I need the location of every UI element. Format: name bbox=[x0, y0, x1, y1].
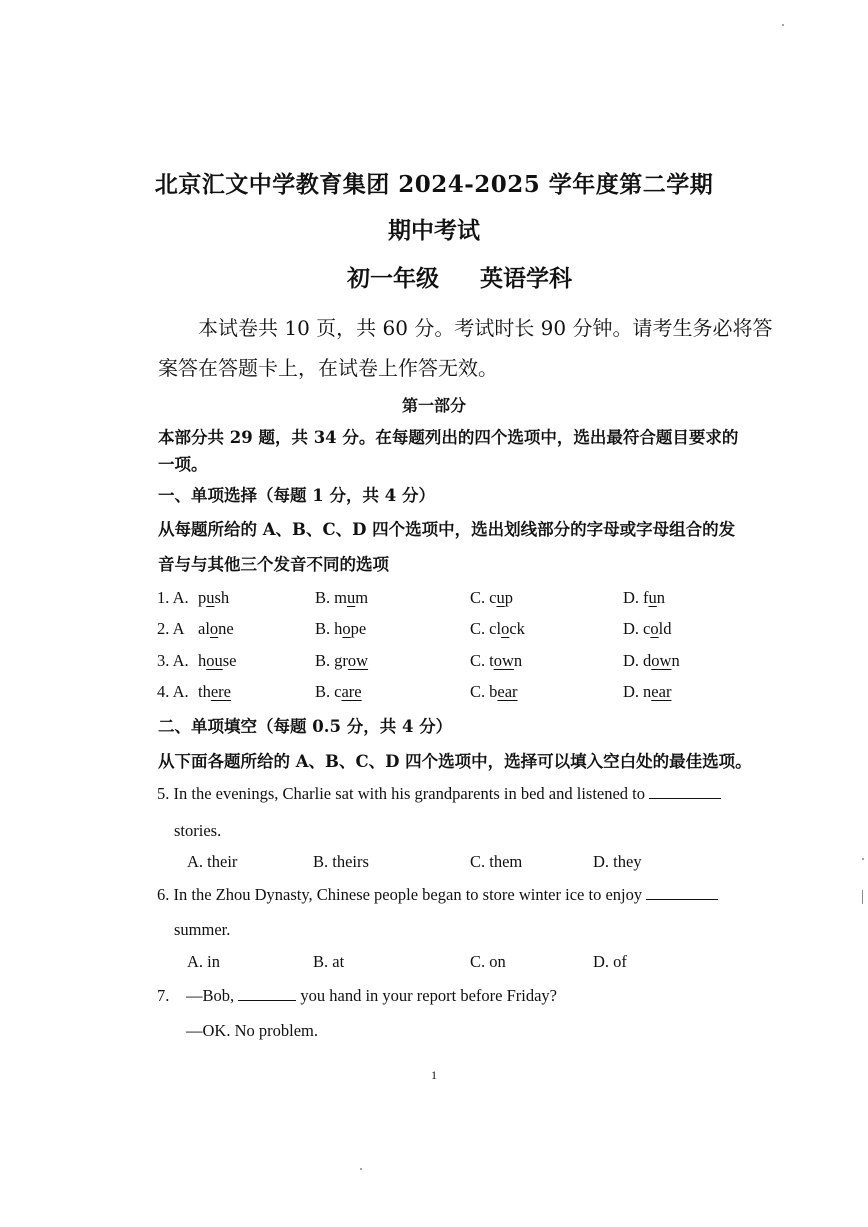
q5-blank bbox=[649, 784, 721, 799]
phonics-option bbox=[470, 588, 513, 608]
word-prefix: n bbox=[643, 682, 652, 701]
underlined-letters: o bbox=[501, 619, 510, 638]
q6-option-b: B. at bbox=[313, 952, 345, 971]
scan-speck bbox=[782, 24, 784, 26]
exam-subtitle: 期中考试 bbox=[388, 217, 480, 244]
q5-option-c: C. them bbox=[470, 852, 523, 871]
option-label: B. bbox=[315, 588, 331, 607]
q7-line-1 bbox=[186, 986, 557, 1006]
intro-line-2: 案答在答题卡上，在试卷上作答无效。 bbox=[158, 356, 498, 380]
q7-line-1-post: you hand in your report before Friday? bbox=[300, 986, 557, 1005]
phonics-option bbox=[470, 619, 525, 639]
phonics-option bbox=[198, 588, 229, 608]
phonics-option bbox=[315, 682, 362, 702]
word-prefix: cl bbox=[489, 619, 502, 638]
q5-option-a: A. their bbox=[187, 852, 238, 871]
phonics-question-number: 1. A. bbox=[157, 588, 189, 607]
word-suffix: n bbox=[513, 651, 523, 670]
word-prefix: al bbox=[198, 619, 210, 638]
underlined-letters: ear bbox=[497, 682, 518, 701]
underlined-letters: ow bbox=[651, 651, 672, 670]
option-label: C. bbox=[470, 619, 486, 638]
option-label: C. bbox=[470, 682, 486, 701]
phonics-option bbox=[470, 682, 518, 702]
word-prefix: c bbox=[643, 619, 651, 638]
word-suffix: ld bbox=[658, 619, 672, 638]
word-suffix: se bbox=[222, 651, 237, 670]
underlined-letters: u bbox=[496, 588, 505, 607]
word-prefix: p bbox=[198, 588, 207, 607]
option-label: D. bbox=[623, 619, 640, 638]
word-prefix: m bbox=[334, 588, 347, 607]
word-prefix: th bbox=[198, 682, 211, 701]
phonics-option bbox=[315, 651, 368, 671]
phonics-option bbox=[315, 588, 368, 608]
word-prefix: f bbox=[643, 588, 649, 607]
q5-continuation: stories. bbox=[174, 821, 222, 840]
q6-stem bbox=[157, 885, 718, 905]
q6-option-d: D. of bbox=[593, 952, 627, 971]
word-suffix: ck bbox=[509, 619, 525, 638]
phonics-option bbox=[470, 651, 522, 671]
subject-label: 英语学科 bbox=[480, 265, 572, 292]
word-suffix: n bbox=[656, 588, 666, 607]
word-prefix: c bbox=[489, 588, 497, 607]
section1-instr-line-1: 从每题所给的 A、B、C、D 四个选项中，选出划线部分的字母或字母组合的发 bbox=[158, 520, 736, 539]
option-label: C. bbox=[470, 588, 486, 607]
q7-line-2: —OK. No problem. bbox=[186, 1021, 318, 1040]
phonics-question-number: 3. A. bbox=[157, 651, 189, 670]
phonics-option bbox=[623, 619, 671, 639]
q5-option-d: D. they bbox=[593, 852, 642, 871]
word-suffix: sh bbox=[214, 588, 230, 607]
word-suffix: pe bbox=[350, 619, 367, 638]
q5-stem-text: 5. In the evenings, Charlie sat with his grandparents in bed and listened to bbox=[157, 784, 646, 803]
word-prefix: c bbox=[334, 682, 342, 701]
q7-number: 7. bbox=[157, 986, 170, 1005]
section1-instr-line-2: 音与与其他三个发音不同的选项 bbox=[158, 555, 389, 574]
word-prefix: t bbox=[489, 651, 494, 670]
word-prefix: h bbox=[198, 651, 207, 670]
section2-instr: 从下面各题所给的 A、B、C、D 四个选项中，选择可以填入空白处的最佳选项。 bbox=[158, 752, 752, 771]
exam-title: 北京汇文中学教育集团 2024-2025 学年度第二学期 bbox=[154, 171, 714, 198]
q5-stem bbox=[157, 784, 721, 804]
underlined-letters: ow bbox=[493, 651, 514, 670]
option-label: B. bbox=[315, 682, 331, 701]
phonics-question-number: 4. A. bbox=[157, 682, 189, 701]
option-label: D. bbox=[623, 682, 640, 701]
phonics-question-number: 2. A bbox=[157, 619, 185, 638]
part-desc-line-1: 本部分共 29 题，共 34 分。在每题列出的四个选项中，选出最符合题目要求的 bbox=[158, 428, 739, 447]
word-prefix: gr bbox=[334, 651, 348, 670]
underlined-letters: ere bbox=[210, 682, 231, 701]
underlined-letters: ou bbox=[206, 651, 223, 670]
word-suffix: ne bbox=[218, 619, 234, 638]
underlined-letters: ow bbox=[347, 651, 369, 670]
option-label: C. bbox=[470, 651, 486, 670]
q7-blank bbox=[238, 986, 296, 1001]
phonics-option bbox=[623, 682, 671, 702]
q6-option-c: C. on bbox=[470, 952, 506, 971]
part-title: 第一部分 bbox=[401, 396, 466, 415]
word-suffix: m bbox=[355, 588, 369, 607]
grade-label: 初一年级 bbox=[347, 265, 439, 292]
phonics-option bbox=[198, 619, 234, 639]
option-label: D. bbox=[623, 588, 640, 607]
underlined-letters: u bbox=[346, 588, 356, 607]
underlined-letters: o bbox=[342, 619, 351, 638]
underlined-letters: o bbox=[650, 619, 659, 638]
phonics-option bbox=[623, 651, 680, 671]
page-number: 1 bbox=[431, 1068, 437, 1082]
scan-speck bbox=[862, 858, 864, 860]
underlined-letters: u bbox=[648, 588, 657, 607]
phonics-option bbox=[198, 651, 237, 671]
phonics-option bbox=[198, 682, 231, 702]
q6-option-a: A. in bbox=[187, 952, 220, 971]
phonics-option bbox=[623, 588, 665, 608]
underlined-letters: u bbox=[206, 588, 215, 607]
word-prefix: d bbox=[643, 651, 652, 670]
section1-heading: 一、单项选择（每题 1 分，共 4 分） bbox=[158, 486, 435, 505]
intro-line-1: 本试卷共 10 页，共 60 分。考试时长 90 分钟。请考生务必将答 bbox=[198, 316, 773, 340]
underlined-letters: ear bbox=[651, 682, 672, 701]
q6-blank bbox=[646, 885, 718, 900]
option-label: B. bbox=[315, 619, 331, 638]
phonics-option bbox=[315, 619, 366, 639]
q6-continuation: summer. bbox=[174, 920, 231, 939]
underlined-letters: are bbox=[341, 682, 362, 701]
underlined-letters: o bbox=[209, 619, 219, 638]
q7-line-1-pre: —Bob, bbox=[186, 986, 235, 1005]
option-label: B. bbox=[315, 651, 331, 670]
word-suffix: p bbox=[504, 588, 513, 607]
q6-stem-text: 6. In the Zhou Dynasty, Chinese people began to store winter ice to enjoy bbox=[157, 885, 643, 904]
part-desc-line-2: 一项。 bbox=[158, 455, 208, 474]
scan-speck bbox=[360, 1168, 362, 1170]
q5-option-b: B. theirs bbox=[313, 852, 369, 871]
option-label: D. bbox=[623, 651, 640, 670]
scan-speck bbox=[862, 890, 863, 904]
section2-heading: 二、单项填空（每题 0.5 分，共 4 分） bbox=[158, 717, 453, 736]
word-prefix: h bbox=[334, 619, 343, 638]
word-prefix: b bbox=[489, 682, 498, 701]
word-suffix: n bbox=[671, 651, 680, 670]
